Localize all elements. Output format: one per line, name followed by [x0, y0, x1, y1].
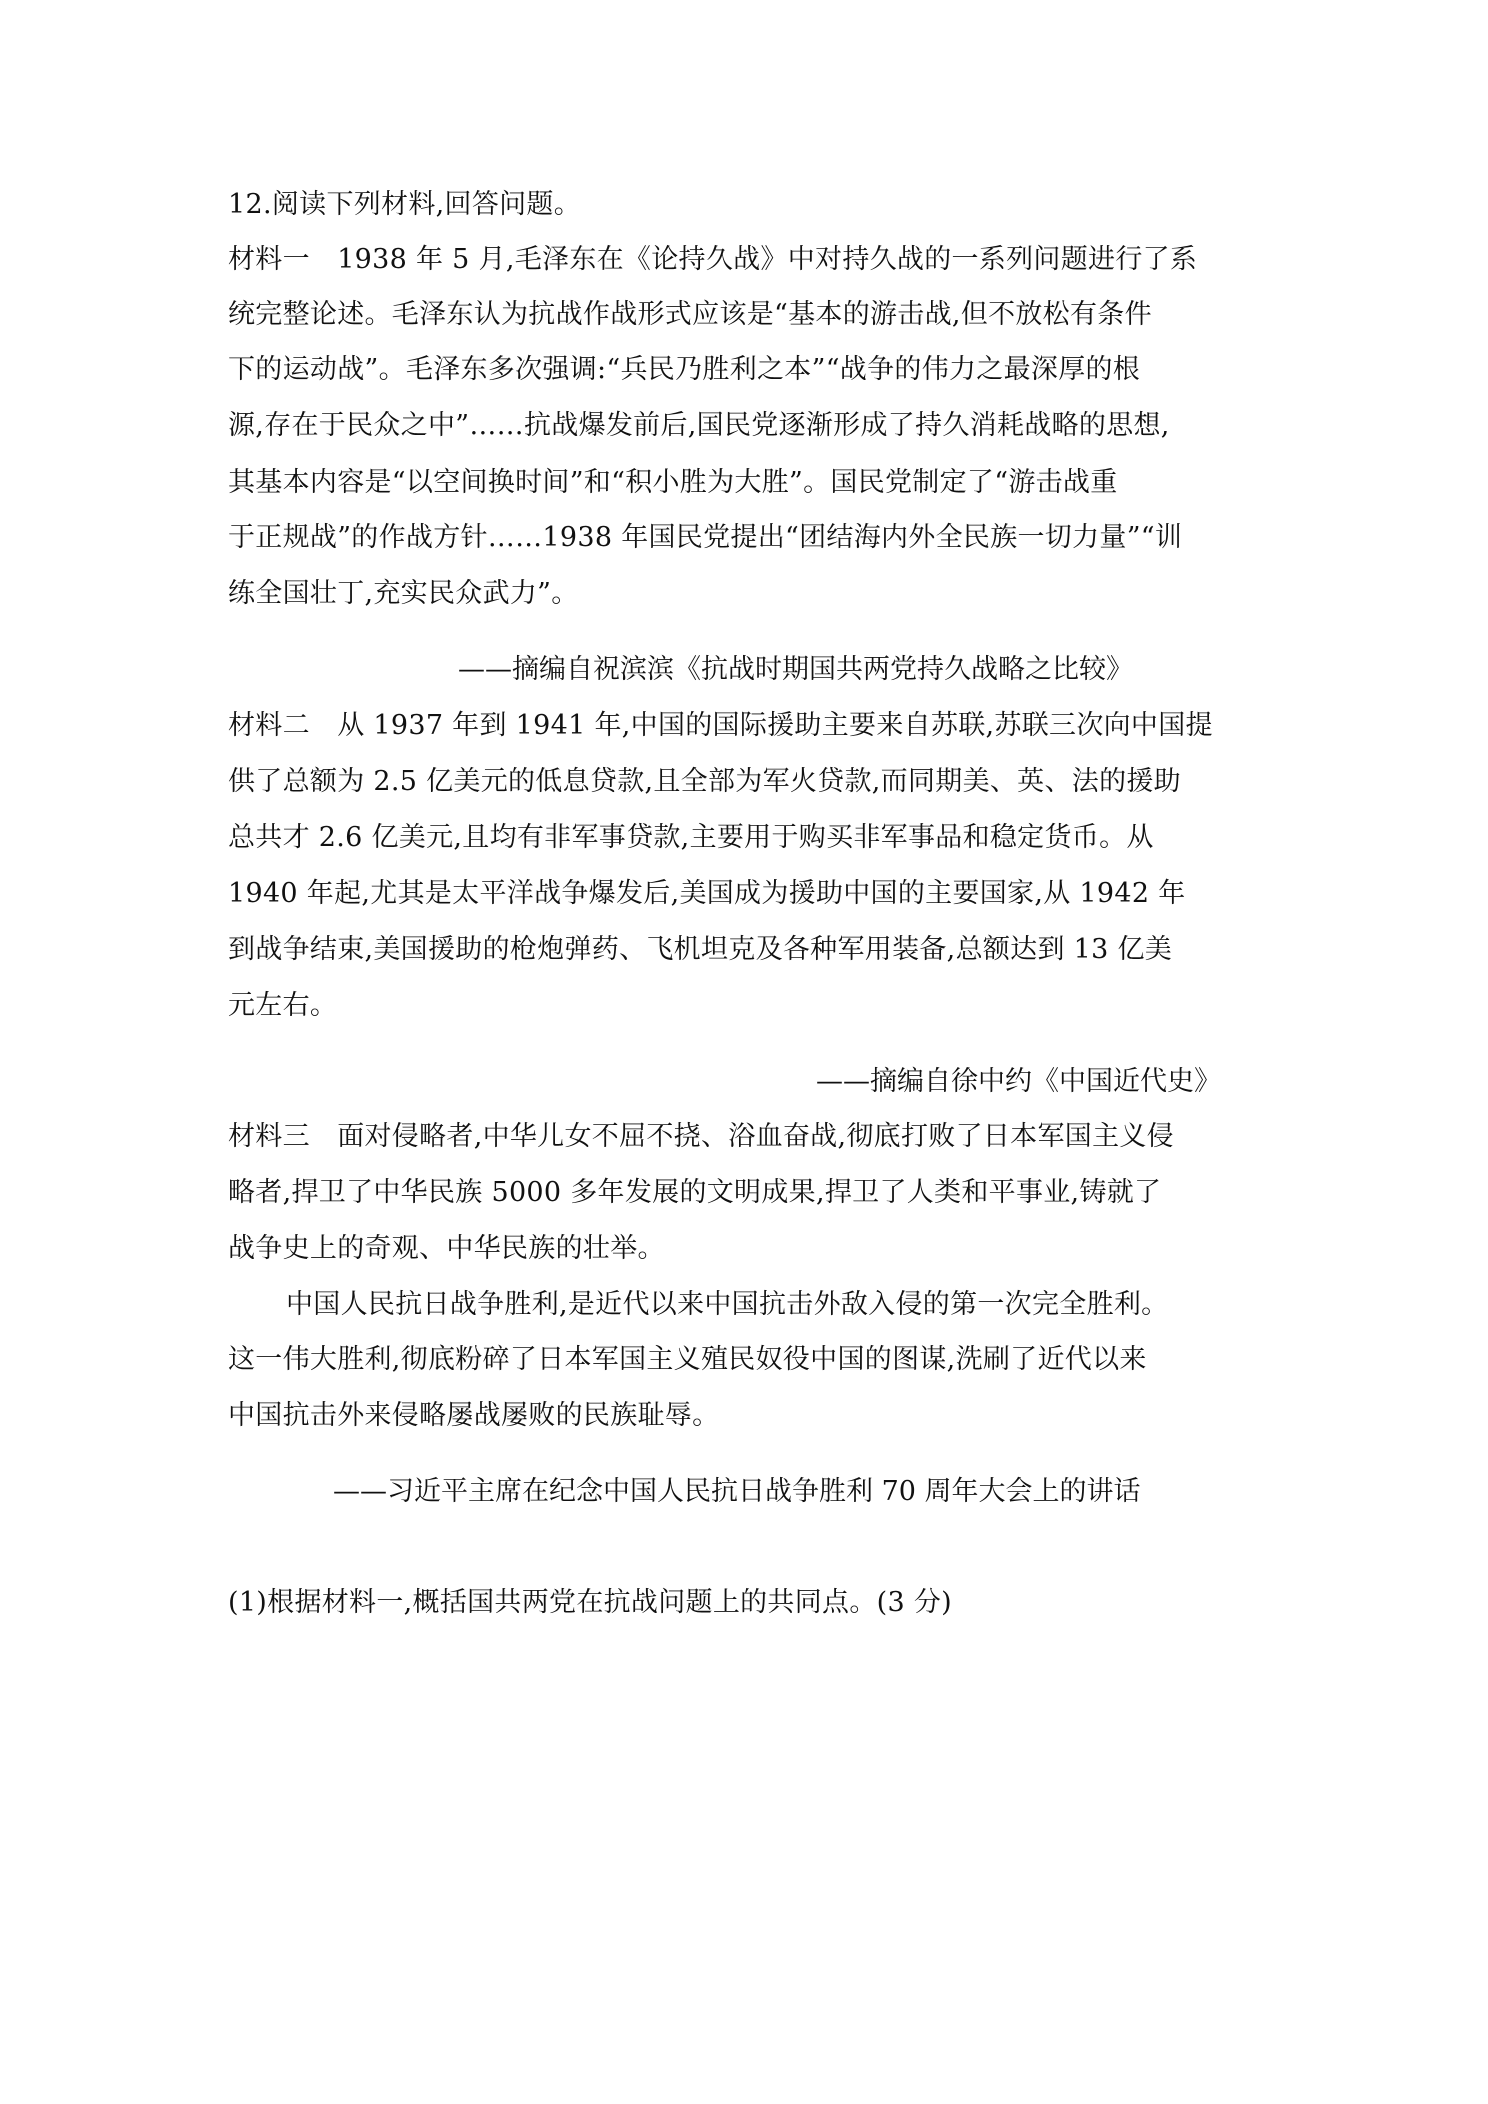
- material2-source: ——摘编自徐中约《中国近代史》: [816, 1066, 1221, 1097]
- material3-line: 略者,捍卫了中华民族 5000 多年发展的文明成果,捍卫了人类和平事业,铸就了: [228, 1177, 1162, 1208]
- material3-paragraph-line: 这一伟大胜利,彻底粉碎了日本军国主义殖民奴役中国的图谋,洗刷了近代以来: [228, 1344, 1147, 1375]
- material2-line: 元左右。: [228, 990, 338, 1021]
- material1-line: 其基本内容是“以空间换时间”和“积小胜为大胜”。国民党制定了“游击战重: [228, 467, 1118, 498]
- question-stem: 12.阅读下列材料,回答问题。: [228, 189, 582, 220]
- material2-line: 供了总额为 2.5 亿美元的低息贷款,且全部为军火贷款,而同期美、英、法的援助: [228, 766, 1181, 797]
- material2-line: 材料二 从 1937 年到 1941 年,中国的国际援助主要来自苏联,苏联三次向中国提: [228, 710, 1213, 741]
- material1-line: 统完整论述。毛泽东认为抗战作战形式应该是“基本的游击战,但不放松有条件: [228, 299, 1152, 330]
- material1-line: 下的运动战”。毛泽东多次强调:“兵民乃胜利之本”“战争的伟力之最深厚的根: [228, 354, 1141, 385]
- subquestion-1: (1)根据材料一,概括国共两党在抗战问题上的共同点。(3 分): [228, 1587, 952, 1618]
- material1-line: 材料一 1938 年 5 月,毛泽东在《论持久战》中对持久战的一系列问题进行了系: [228, 244, 1198, 275]
- material1-line: 练全国壮丁,充实民众武力”。: [228, 578, 579, 609]
- material2-line: 总共才 2.6 亿美元,且均有非军事贷款,主要用于购买非军事品和稳定货币。从: [228, 822, 1154, 853]
- material1-source: ——摘编自祝滨滨《抗战时期国共两党持久战略之比较》: [458, 654, 1133, 685]
- material1-line: 源,存在于民众之中”……抗战爆发前后,国民党逐渐形成了持久消耗战略的思想,: [228, 410, 1170, 441]
- material3-line: 材料三 面对侵略者,中华儿女不屈不挠、浴血奋战,彻底打败了日本军国主义侵: [228, 1121, 1174, 1152]
- material1-line: 于正规战”的作战方针……1938 年国民党提出“团结海内外全民族一切力量”“训: [228, 522, 1183, 553]
- material3-source: ——习近平主席在纪念中国人民抗日战争胜利 70 周年大会上的讲话: [333, 1476, 1141, 1507]
- material3-paragraph-line: 中国抗击外来侵略屡战屡败的民族耻辱。: [228, 1400, 720, 1431]
- material2-line: 到战争结束,美国援助的枪炮弹药、飞机坦克及各种军用装备,总额达到 13 亿美: [228, 934, 1173, 965]
- material2-line: 1940 年起,尤其是太平洋战争爆发后,美国成为援助中国的主要国家,从 1942 年: [228, 878, 1186, 909]
- material3-paragraph-line: 中国人民抗日战争胜利,是近代以来中国抗击外敌入侵的第一次完全胜利。: [286, 1289, 1169, 1320]
- material3-line: 战争史上的奇观、中华民族的壮举。: [228, 1233, 665, 1264]
